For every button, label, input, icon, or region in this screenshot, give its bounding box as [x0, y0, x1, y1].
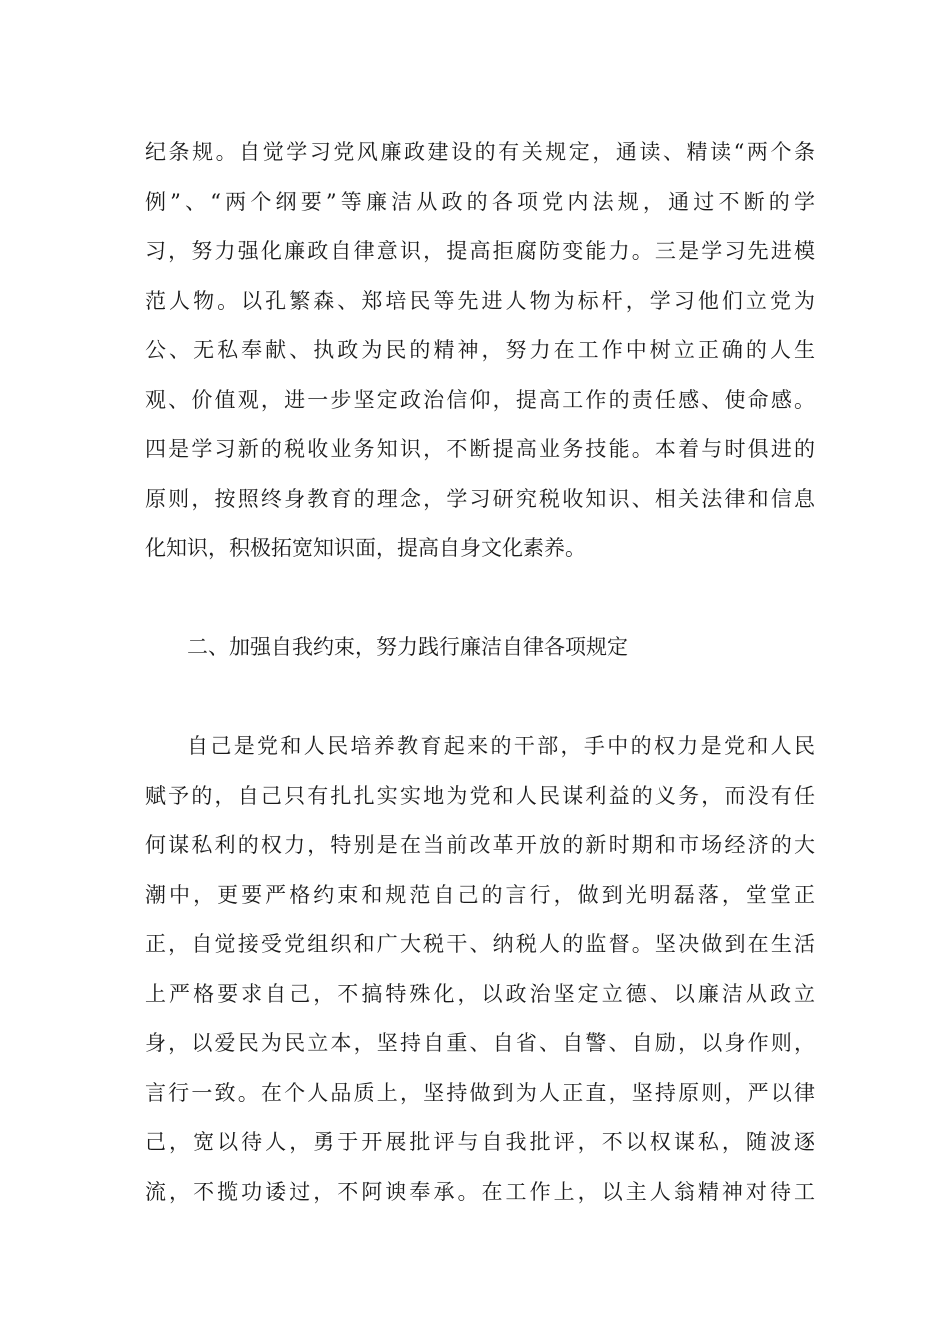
text-line: 何谋私利的权力，特别是在当前改革开放的新时期和市场经济的大: [145, 833, 815, 857]
text-line: 己，宽以待人，勇于开展批评与自我批评，不以权谋私，随波逐: [145, 1130, 815, 1154]
text-line: 例”、“两个纲要”等廉洁从政的各项党内法规，通过不断的学: [145, 189, 815, 214]
text-line: 原则，按照终身教育的理念，学习研究税收知识、相关法律和信息: [145, 486, 815, 511]
paragraph-self-discipline: [145, 722, 815, 1217]
text-line: 四是学习新的税收业务知识，不断提高业务技能。本着与时俱进的: [145, 437, 815, 461]
section-heading: [145, 623, 815, 673]
text-line: 身，以爱民为民立本，坚持自重、自省、自警、自励，以身作则，: [145, 1031, 815, 1055]
text-line: 纪条规。自觉学习党风廉政建设的有关规定，通读、精读“两个条: [145, 140, 815, 164]
text-line: 正，自觉接受党组织和广大税干、纳税人的监督。坚决做到在生活: [145, 932, 815, 956]
text-line: 赋予的，自己只有扎扎实实地为党和人民谋利益的义务，而没有任: [145, 783, 815, 808]
text-line: 公、无私奉献、执政为民的精神，努力在工作中树立正确的人生: [145, 338, 815, 362]
text-line: 观、价值观，进一步坚定政治信仰，提高工作的责任感、使命感。: [145, 387, 815, 412]
text-line: 潮中，更要严格约束和规范自己的言行，做到光明磊落，堂堂正: [145, 882, 815, 907]
text-line: 习，努力强化廉政自律意识，提高拒腐防变能力。三是学习先进模: [145, 239, 815, 263]
text-line: 言行一致。在个人品质上，坚持做到为人正直，坚持原则，严以律: [145, 1080, 815, 1105]
section-heading-text: 二、加强自我约束，努力践行廉洁自律各项规定: [187, 635, 628, 659]
text-line: 自己是党和人民培养教育起来的干部，手中的权力是党和人民: [187, 734, 815, 758]
paragraph-study-regulations: [145, 128, 815, 574]
text-line: 范人物。以孔繁森、郑培民等先进人物为标杆，学习他们立党为: [145, 288, 815, 313]
text-line: 化知识，积极拓宽知识面，提高自身文化素养。: [145, 536, 586, 560]
text-line: 流，不揽功诿过，不阿谀奉承。在工作上，以主人翁精神对待工: [145, 1179, 815, 1204]
text-line: 上严格要求自己，不搞特殊化，以政治坚定立德、以廉洁从政立: [145, 981, 815, 1006]
